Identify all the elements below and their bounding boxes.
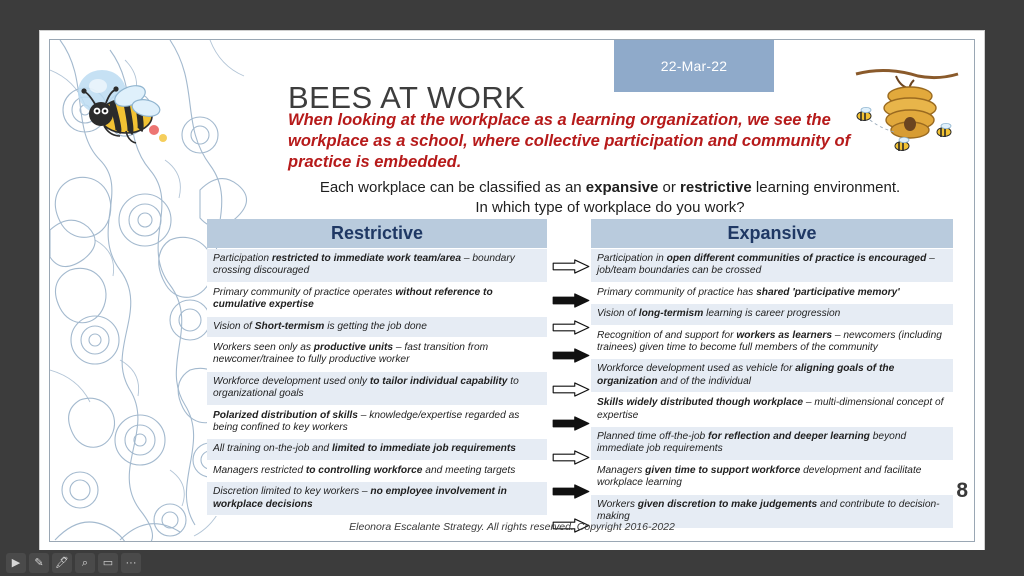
row-arrow (550, 440, 592, 474)
page-title: BEES AT WORK (288, 80, 526, 115)
table-row: Workers given discretion to make judgements and contribute to decision-making (591, 495, 953, 529)
row-arrow (550, 406, 592, 440)
row-arrow (550, 372, 592, 406)
subline-expansive: expansive (585, 179, 659, 196)
subline-part-2: or (658, 179, 681, 196)
column-header-expansive: Expansive (591, 219, 953, 248)
table-row: Workers seen only as productive units – fast transition from newcomer/trainee to fully productive worker (207, 338, 547, 372)
table-row: Polarized distribution of skills – knowledge/expertise regarded as being confined to key workers (207, 406, 547, 440)
footer-copyright: Eleonora Escalante Strategy. All rights reserved. Copyright 2016-2022 (349, 521, 675, 533)
row-arrow (550, 338, 592, 372)
subline-restrictive: restrictive (680, 179, 752, 196)
table-row: Managers restricted to controlling workforce and meeting targets (207, 461, 547, 482)
table-row: Workforce development used as vehicle for aligning goals of the organization and of the individual (591, 359, 953, 393)
table-row: Primary community of practice has shared 'participative memory' (591, 283, 953, 304)
row-arrow (550, 249, 592, 283)
table-row: Participation restricted to immediate work team/area – boundary crossing discouraged (207, 249, 547, 283)
column-header-restrictive: Restrictive (207, 219, 547, 248)
highlight-icon[interactable]: 🖊 (52, 553, 72, 573)
table-row: Discretion limited to key workers – no employee involvement in workplace decisions (207, 482, 547, 516)
table-row: Recognition of and support for workers as learners – newcomers (including trainees) given time to become full members of the community (591, 326, 953, 360)
pen-icon[interactable]: ✎ (29, 553, 49, 573)
table-row: Planned time off-the-job for reflection and deeper learning beyond immediate job requirements (591, 427, 953, 461)
zoom-icon[interactable]: ⌕ (75, 553, 95, 573)
table-row: All training on-the-job and limited to immediate job requirements (207, 439, 547, 460)
table-row: Participation in open different communities of practice is encouraged – job/team boundaries can be crossed (591, 249, 953, 283)
arrow-column (550, 249, 592, 542)
subline-part-3: learning environment. (751, 179, 901, 196)
slide-canvas (40, 31, 984, 550)
key-statement: When looking at the workplace as a learning organization, we see the workplace as a school, where collective participation and community of practice is embedded. (288, 111, 851, 171)
sub-statement (250, 178, 970, 218)
subline-part-1: Each workplace can be classified as an (319, 179, 586, 196)
comment-icon[interactable]: ▭ (98, 553, 118, 573)
table-row: Skills widely distributed though workplace – multi-dimensional concept of expertise (591, 393, 953, 427)
page-number: 8 (956, 479, 968, 502)
date-badge: 22-Mar-22 (614, 40, 774, 92)
table-row: Vision of long-termism learning is career progression (591, 304, 953, 325)
more-options-icon[interactable]: ··· (121, 553, 141, 573)
table-row: Primary community of practice operates without reference to cumulative expertise (207, 283, 547, 317)
row-arrow (550, 283, 592, 317)
table-row: Managers given time to support workforce development and facilitate workplace learning (591, 461, 953, 495)
restrictive-column (207, 249, 547, 516)
expansive-column (591, 249, 953, 529)
slide-content (49, 39, 975, 542)
bee-illustration (68, 68, 178, 160)
presentation-toolbar (0, 550, 1024, 576)
subline-question: In which type of workplace do you work? (475, 199, 745, 216)
table-row: Vision of Short-termism is getting the job done (207, 317, 547, 338)
row-arrow (550, 474, 592, 508)
row-arrow (550, 317, 592, 338)
play-icon[interactable]: ▶ (6, 553, 26, 573)
table-row: Workforce development used only to tailor individual capability to organizational goals (207, 372, 547, 406)
